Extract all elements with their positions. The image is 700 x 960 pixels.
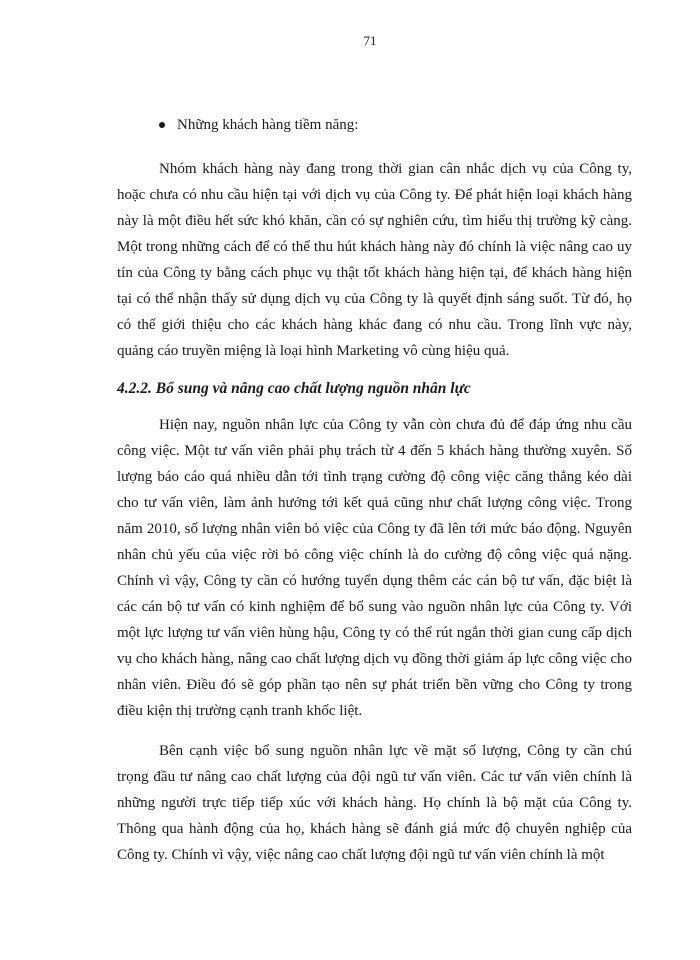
bullet-dot-icon — [159, 122, 165, 128]
bullet-item — [159, 112, 632, 138]
paragraph-hr-supplement: Hiện nay, nguồn nhân lực của Công ty vẫn còn chưa đủ để đáp ứng nhu cầu công việc. Một tư vấn viên phải phụ trách từ 4 đến 5 khách hàng thường xuyên. Số lượng báo cáo quá nhiều dẫn tới tình trạng cường độ công việc căng thẳng kéo dài cho tư vấn viên, làm ảnh hưởng tới kết quả cũng như chất lượng công việc. Trong năm 2010, số lượng nhân viên bỏ việc của Công ty đã lên tới mức báo động. Nguyên nhân chủ yếu của việc rời bỏ công việc chính là do cường độ công việc quá nặng. Chính vì vậy, Công ty cần có hướng tuyển dụng thêm các cán bộ tư vấn, đặc biệt là các cán bộ tư vấn có kinh nghiệm để bổ sung vào nguồn nhân lực của Công ty. Với một lực lượng tư vấn viên hùng hậu, Công ty có thể rút ngắn thời gian cung cấp dịch vụ cho khách hàng, nâng cao chất lượng dịch vụ đồng thời giảm áp lực công việc cho nhân viên. Điều đó sẽ góp phần tạo nên sự phát triển bền vững cho Công ty trong điều kiện thị trường cạnh tranh khốc liệt. — [117, 417, 632, 719]
paragraph-hr-quality: Bên cạnh việc bổ sung nguồn nhân lực về mặt số lượng, Công ty cần chú trọng đầu tư nâng cao chất lượng của đội ngũ tư vấn viên. Các tư vấn viên chính là những người trực tiếp tiếp xúc với khách hàng. Họ chính là bộ mặt của Công ty. Thông qua hành động của họ, khách hàng sẽ đánh giá mức độ chuyên nghiệp của Công ty. Chính vì vậy, việc nâng cao chất lượng đội ngũ tư vấn viên chính là một — [117, 743, 632, 863]
paragraph-potential-customers: Nhóm khách hàng này đang trong thời gian cân nhắc dịch vụ của Công ty, hoặc chưa có nhu cầu hiện tại với dịch vụ của Công ty. Để phát hiện loại khách hàng này là một điều hết sức khó khăn, cần có sự nghiên cứu, tìm hiểu thị trường kỹ càng. Một trong những cách để có thể thu hút khách hàng này đó chính là việc nâng cao uy tín của Công ty bằng cách phục vụ thật tốt khách hàng hiện tại, để khách hàng hiện tại có thể nhận thấy sử dụng dịch vụ của Công ty là quyết định sáng suốt. Từ đó, họ có thể giới thiệu cho các khách hàng khác đang có nhu cầu. Trong lĩnh vực này, quảng cáo truyền miệng là loại hình Marketing vô cùng hiệu quả. — [117, 161, 632, 359]
section-heading: 4.2.2. Bổ sung và nâng cao chất lượng nguồn nhân lực — [117, 380, 471, 397]
page-number: 71 — [363, 33, 377, 48]
bullet-text: Những khách hàng tiềm năng: — [177, 117, 359, 133]
page-content — [117, 112, 632, 868]
